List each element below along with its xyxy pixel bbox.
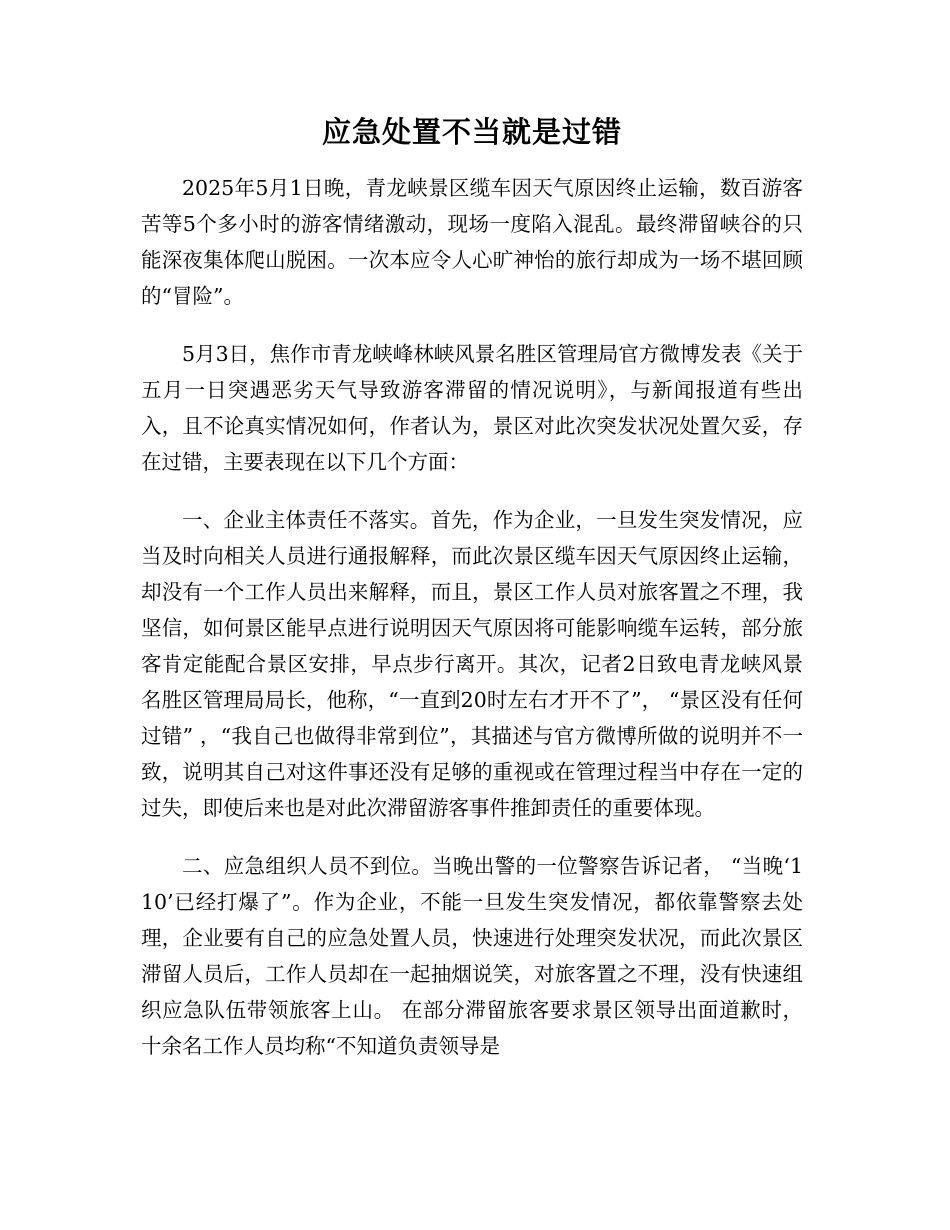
paragraph-point-two: 二、应急组织人员不到位。当晚出警的一位警察告诉记者， “当晚‘110’已经打爆了”。作为企业，不能一旦发生突发情况，都依靠警察去处理，企业要有自己的应急处置人员，快速进行处理突发状况，而此次景区滞留人员后，工作人员却在一起抽烟说笑，对旅客置之不理，没有快速组织应急队伍带领旅客上山。 在部分滞留旅客要求景区领导出面道歉时，十余名工作人员均称“不知道负责领导是 (141, 854, 803, 1058)
paragraph-official-statement: 5月3日，焦作市青龙峡峰林峡风景名胜区管理局官方微博发表《关于五月一日突遇恶劣天气导致游客滞留的情况说明》，与新闻报道有些出入，且不论真实情况如何，作者认为，景区对此次突发状况处置欠妥，存在过错，主要表现在以下几个方面： (141, 342, 803, 474)
paragraph-intro: 2025年5月1日晚，青龙峡景区缆车因天气原因终止运输，数百游客苦等5个多小时的游客情绪激动，现场一度陷入混乱。最终滞留峡谷的只能深夜集体爬山脱困。一次本应令人心旷神怡的旅行却成为一场不堪回顾的“冒险”。 (141, 176, 803, 308)
document-body (141, 112, 803, 1086)
paragraph-point-one: 一、企业主体责任不落实。首先，作为企业，一旦发生突发情况，应当及时向相关人员进行通报解释，而此次景区缆车因天气原因终止运输，却没有一个工作人员出来解释，而且，景区工作人员对旅客置之不理，我坚信，如何景区能早点进行说明因天气原因将可能影响缆车运转，部分旅客肯定能配合景区安排，早点步行离开。其次，记者2日致电青龙峡风景名胜区管理局局长，他称，“一直到20时左右才开不了”， “景区没有任何过错” ，“我自己也做得非常到位”，其描述与官方微博所做的说明并不一致，说明其自己对这件事还没有足够的重视或在管理过程当中存在一定的过失，即使后来也是对此次滞留游客事件推卸责任的重要体现。 (141, 508, 803, 820)
document-title: 应急处置不当就是过错 (321, 115, 622, 149)
